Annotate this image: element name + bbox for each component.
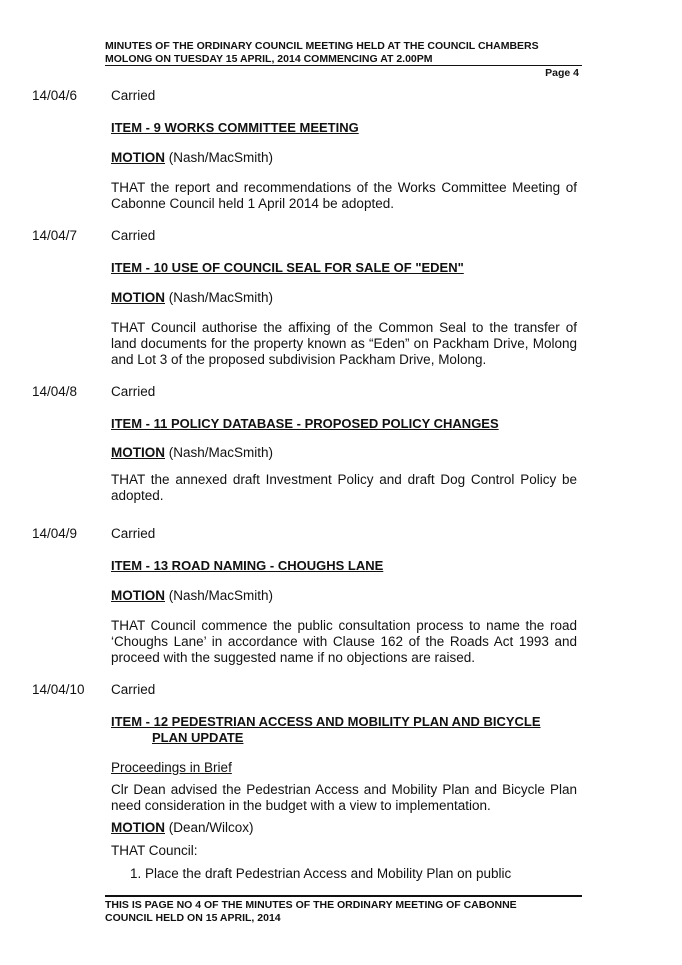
motion-line [111, 445, 273, 460]
page-footer [105, 899, 579, 925]
proceedings-label: Proceedings in Brief [111, 760, 232, 775]
header-line-1: MINUTES OF THE ORDINARY COUNCIL MEETING HELD AT THE COUNCIL CHAMBERS [105, 40, 539, 52]
resolution-outcome: Carried [111, 88, 156, 103]
motion-label: MOTION [111, 445, 165, 460]
motion-line [111, 820, 254, 835]
resolution-outcome: Carried [111, 384, 156, 399]
footer-rule [105, 895, 582, 897]
motion-label: MOTION [111, 820, 165, 835]
motion-intro: THAT Council: [111, 843, 198, 858]
item-heading: ITEM - 10 USE OF COUNCIL SEAL FOR SALE OF "EDEN" [111, 260, 464, 275]
header-rule [105, 65, 582, 66]
motion-label: MOTION [111, 150, 165, 165]
item-heading: ITEM - 9 WORKS COMMITTEE MEETING [111, 120, 359, 135]
resolution-number: 14/04/7 [32, 228, 78, 243]
header-line-2: MOLONG ON TUESDAY 15 APRIL, 2014 COMMENCING AT 2.00PM [105, 53, 433, 65]
footer-line-1: THIS IS PAGE NO 4 OF THE MINUTES OF THE ORDINARY MEETING OF CABONNE [105, 899, 517, 911]
footer-line-2: COUNCIL HELD ON 15 APRIL, 2014 [105, 912, 281, 924]
page-header [105, 40, 579, 66]
resolution-outcome: Carried [111, 228, 156, 243]
motion-label: MOTION [111, 290, 165, 305]
motion-list-item: 1. Place the draft Pedestrian Access and Mobility Plan on public [130, 866, 512, 881]
motion-text: THAT Council authorise the affixing of the Common Seal to the transfer of land documents for the property known as “Eden” on Packham Drive, Molong and Lot 3 of the proposed subdivision Packham Drive, Molong. [111, 320, 577, 367]
page-number: Page 4 [545, 67, 579, 79]
motion-movers: (Nash/MacSmith) [165, 150, 274, 165]
motion-label: MOTION [111, 588, 165, 603]
item-heading: ITEM - 12 PEDESTRIAN ACCESS AND MOBILITY PLAN AND BICYCLE [111, 714, 541, 729]
resolution-number: 14/04/6 [32, 88, 78, 103]
motion-line [111, 588, 273, 603]
motion-text: THAT Council commence the public consultation process to name the road ‘Choughs Lane’ in accordance with Clause 162 of the Roads Act 1993 and proceed with the suggested name if no objections are raised. [111, 618, 577, 665]
item-heading: ITEM - 11 POLICY DATABASE - PROPOSED POLICY CHANGES [111, 416, 499, 431]
motion-line [111, 150, 273, 165]
motion-line [111, 290, 273, 305]
motion-movers: (Nash/MacSmith) [165, 290, 274, 305]
resolution-number: 14/04/8 [32, 384, 78, 399]
motion-movers: (Nash/MacSmith) [165, 445, 274, 460]
resolution-number: 14/04/9 [32, 526, 78, 541]
motion-text: THAT the report and recommendations of the Works Committee Meeting of Cabonne Council held 1 April 2014 be adopted. [111, 180, 577, 211]
motion-text: THAT the annexed draft Investment Policy and draft Dog Control Policy be adopted. [111, 472, 577, 503]
item-heading-continued: PLAN UPDATE [152, 730, 244, 745]
motion-movers: (Nash/MacSmith) [165, 588, 274, 603]
item-heading: ITEM - 13 ROAD NAMING - CHOUGHS LANE [111, 558, 384, 573]
resolution-outcome: Carried [111, 526, 156, 541]
proceedings-text: Clr Dean advised the Pedestrian Access and Mobility Plan and Bicycle Plan need consideration in the budget with a view to implementation. [111, 782, 577, 813]
resolution-outcome: Carried [111, 682, 156, 697]
resolution-number: 14/04/10 [32, 682, 85, 697]
motion-movers: (Dean/Wilcox) [165, 820, 254, 835]
